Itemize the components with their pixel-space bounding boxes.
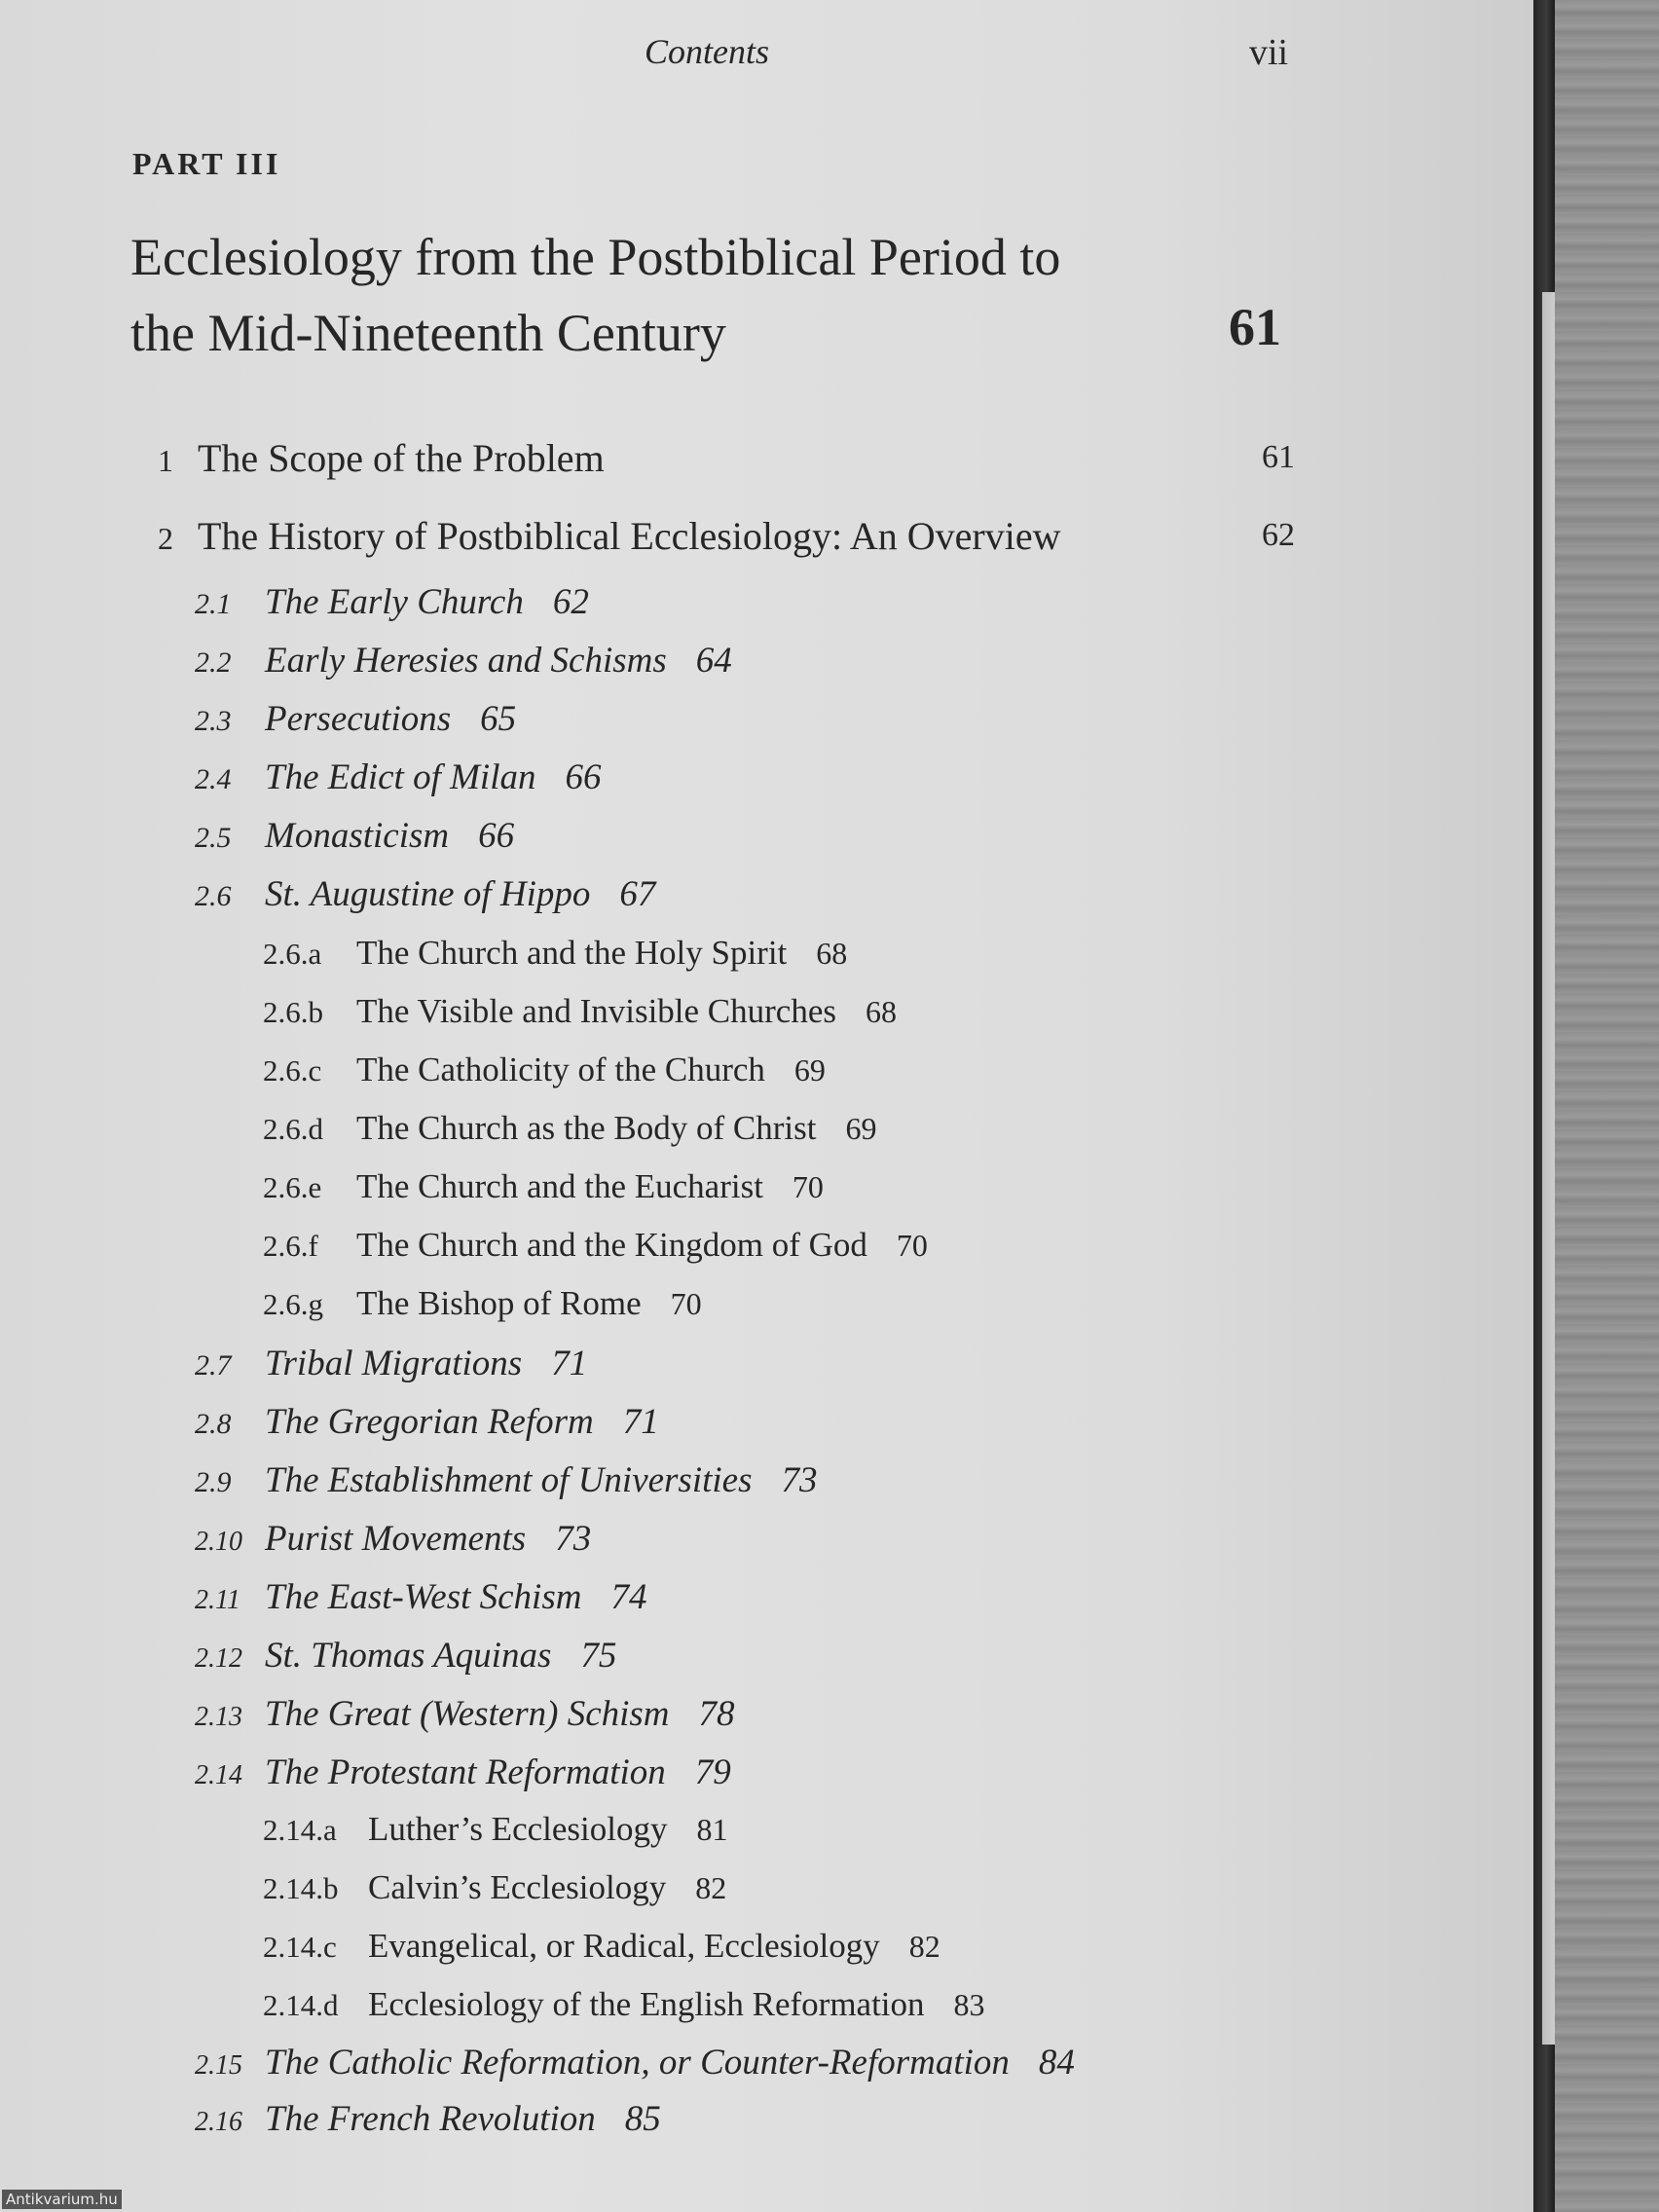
entry-page: 85 (624, 2099, 661, 2139)
toc-entry (195, 581, 589, 623)
book-spine-cloth (1555, 0, 1659, 2212)
toc-entry (195, 1635, 616, 1677)
entry-number: 2.8 (195, 1408, 232, 1440)
entry-title: The Edict of Milan (265, 757, 536, 797)
toc-entry (195, 1576, 646, 1618)
subentry-page: 69 (845, 1111, 877, 1146)
entry-page: 66 (565, 757, 602, 797)
entry-title: Persecutions (265, 699, 452, 739)
subentry-title: The Church and the Kingdom of God (356, 1226, 867, 1264)
section-number: 1 (158, 443, 173, 478)
subentry-title: The Church and the Holy Spirit (356, 934, 788, 972)
subentry-page: 68 (866, 994, 897, 1029)
entry-title: Early Heresies and Schisms (265, 641, 667, 681)
entry-title: The Great (Western) Schism (265, 1694, 670, 1734)
entry-number: 2.3 (195, 705, 232, 737)
entry-number: 2.11 (195, 1585, 240, 1615)
entry-number: 2.2 (195, 646, 232, 679)
entry-page: 73 (555, 1519, 592, 1559)
subentry-title: The Church and the Eucharist (356, 1167, 763, 1205)
subentry-title: Luther’s Ecclesiology (368, 1810, 668, 1848)
entry-number: 2.15 (195, 2050, 242, 2081)
toc-subentry (263, 1109, 876, 1148)
subentry-page: 82 (695, 1870, 727, 1905)
toc-entry (195, 698, 516, 740)
toc-subentry (263, 1226, 928, 1265)
toc-subentry (263, 1927, 940, 1966)
subentry-number: 2.6.g (263, 1287, 323, 1321)
section-title: The Scope of the Problem (198, 436, 605, 480)
subentry-page: 83 (953, 1987, 985, 2022)
entry-title: Monasticism (265, 816, 450, 856)
part-title (130, 219, 1299, 371)
subentry-title: The Catholicity of the Church (356, 1051, 765, 1088)
entry-number: 2.1 (195, 588, 232, 620)
subentry-page: 82 (908, 1929, 940, 1964)
subentry-number: 2.14.a (263, 1813, 337, 1847)
toc-entry (195, 1459, 818, 1501)
running-head-title: Contents (645, 32, 770, 71)
entry-page: 66 (478, 816, 515, 856)
entry-page: 65 (480, 699, 517, 739)
toc-entry (195, 815, 514, 857)
entry-number: 2.14 (195, 1760, 242, 1790)
part-page-number: 61 (1229, 298, 1281, 356)
subentry-number: 2.6.d (263, 1112, 323, 1146)
subentry-title: Evangelical, or Radical, Ecclesiology (368, 1927, 880, 1965)
toc-entry (195, 2098, 661, 2140)
subentry-number: 2.6.a (263, 937, 322, 971)
entry-page: 62 (552, 582, 589, 622)
entry-number: 2.10 (195, 1527, 242, 1557)
subentry-number: 2.6.f (263, 1229, 318, 1263)
entry-number: 2.12 (195, 1643, 242, 1674)
section-page: 62 (1262, 517, 1295, 553)
subentry-number: 2.6.e (263, 1170, 322, 1204)
section-page: 61 (1262, 439, 1295, 475)
entry-title: The Gregorian Reform (265, 1402, 594, 1442)
subentry-number: 2.14.c (263, 1930, 337, 1964)
entry-page: 78 (698, 1694, 735, 1734)
subentry-title: The Bishop of Rome (356, 1284, 642, 1322)
toc-subentry (263, 934, 847, 973)
entry-page: 84 (1038, 2043, 1075, 2083)
toc-entry (195, 1518, 591, 1560)
watermark: Antikvarium.hu (2, 2190, 122, 2209)
subentry-page: 70 (792, 1169, 824, 1204)
entry-number: 2.13 (195, 1702, 242, 1732)
toc-entry (195, 873, 655, 915)
section-number: 2 (158, 521, 173, 556)
page-number: vii (1249, 32, 1289, 73)
subentry-number: 2.14.d (263, 1988, 339, 2022)
entry-page: 75 (580, 1636, 617, 1676)
entry-page: 74 (610, 1577, 647, 1617)
toc-subentry (263, 1868, 726, 1907)
subentry-page: 69 (793, 1052, 826, 1088)
entry-page: 71 (551, 1344, 588, 1383)
entry-number: 2.9 (195, 1466, 232, 1498)
part-title-line-1: Ecclesiology from the Postbiblical Period to (130, 228, 1061, 286)
subentry-number: 2.14.b (263, 1871, 339, 1905)
subentry-title: The Church as the Body of Christ (356, 1109, 817, 1147)
part-title-line-2: the Mid-Nineteenth Century (130, 304, 726, 362)
toc-entry (195, 1343, 587, 1384)
toc-subentry (263, 1167, 824, 1206)
entry-number: 2.4 (195, 763, 232, 795)
entry-title: Tribal Migrations (265, 1344, 523, 1383)
subentry-number: 2.6.b (263, 995, 323, 1029)
toc-entry (195, 1693, 735, 1735)
toc-subentry (263, 1051, 826, 1089)
toc-entry (195, 640, 732, 682)
entry-page: 64 (695, 641, 732, 681)
toc-subentry (263, 992, 897, 1031)
subentry-page: 81 (696, 1812, 728, 1847)
subentry-page: 70 (670, 1286, 702, 1321)
subentry-page: 70 (896, 1228, 928, 1263)
entry-page: 71 (622, 1402, 659, 1442)
toc-entry (195, 1751, 731, 1793)
entry-title: The East-West Schism (265, 1577, 582, 1617)
entry-title: The Protestant Reformation (265, 1752, 666, 1792)
toc-entry (195, 756, 602, 798)
entry-number: 2.5 (195, 822, 232, 854)
entry-title: The Early Church (265, 582, 524, 622)
toc-subentry (263, 1985, 985, 2024)
subentry-page: 68 (816, 936, 848, 971)
toc-entry (195, 2042, 1075, 2083)
entry-number: 2.16 (195, 2107, 242, 2137)
subentry-title: The Visible and Invisible Churches (356, 992, 836, 1030)
toc-subentry (263, 1284, 702, 1323)
entry-title: The French Revolution (265, 2099, 596, 2139)
part-label: PART III (132, 146, 281, 181)
subentry-number: 2.6.c (263, 1053, 322, 1088)
entry-number: 2.7 (195, 1349, 232, 1382)
toc-entry (195, 1401, 659, 1443)
entry-title: The Establishment of Universities (265, 1460, 753, 1500)
subentry-title: Calvin’s Ecclesiology (368, 1868, 667, 1906)
entry-title: The Catholic Reformation, or Counter-Reformation (265, 2043, 1010, 2083)
entry-title: St. Augustine of Hippo (265, 874, 591, 914)
entry-number: 2.6 (195, 880, 232, 912)
entry-title: St. Thomas Aquinas (265, 1636, 552, 1676)
subentry-title: Ecclesiology of the English Reformation (368, 1985, 925, 2023)
toc-subentry (263, 1810, 727, 1849)
entry-page: 79 (694, 1752, 731, 1792)
entry-page: 73 (781, 1460, 818, 1500)
section-title: The History of Postbiblical Ecclesiology: An Overview (198, 514, 1061, 558)
entry-title: Purist Movements (265, 1519, 527, 1559)
entry-page: 67 (619, 874, 656, 914)
